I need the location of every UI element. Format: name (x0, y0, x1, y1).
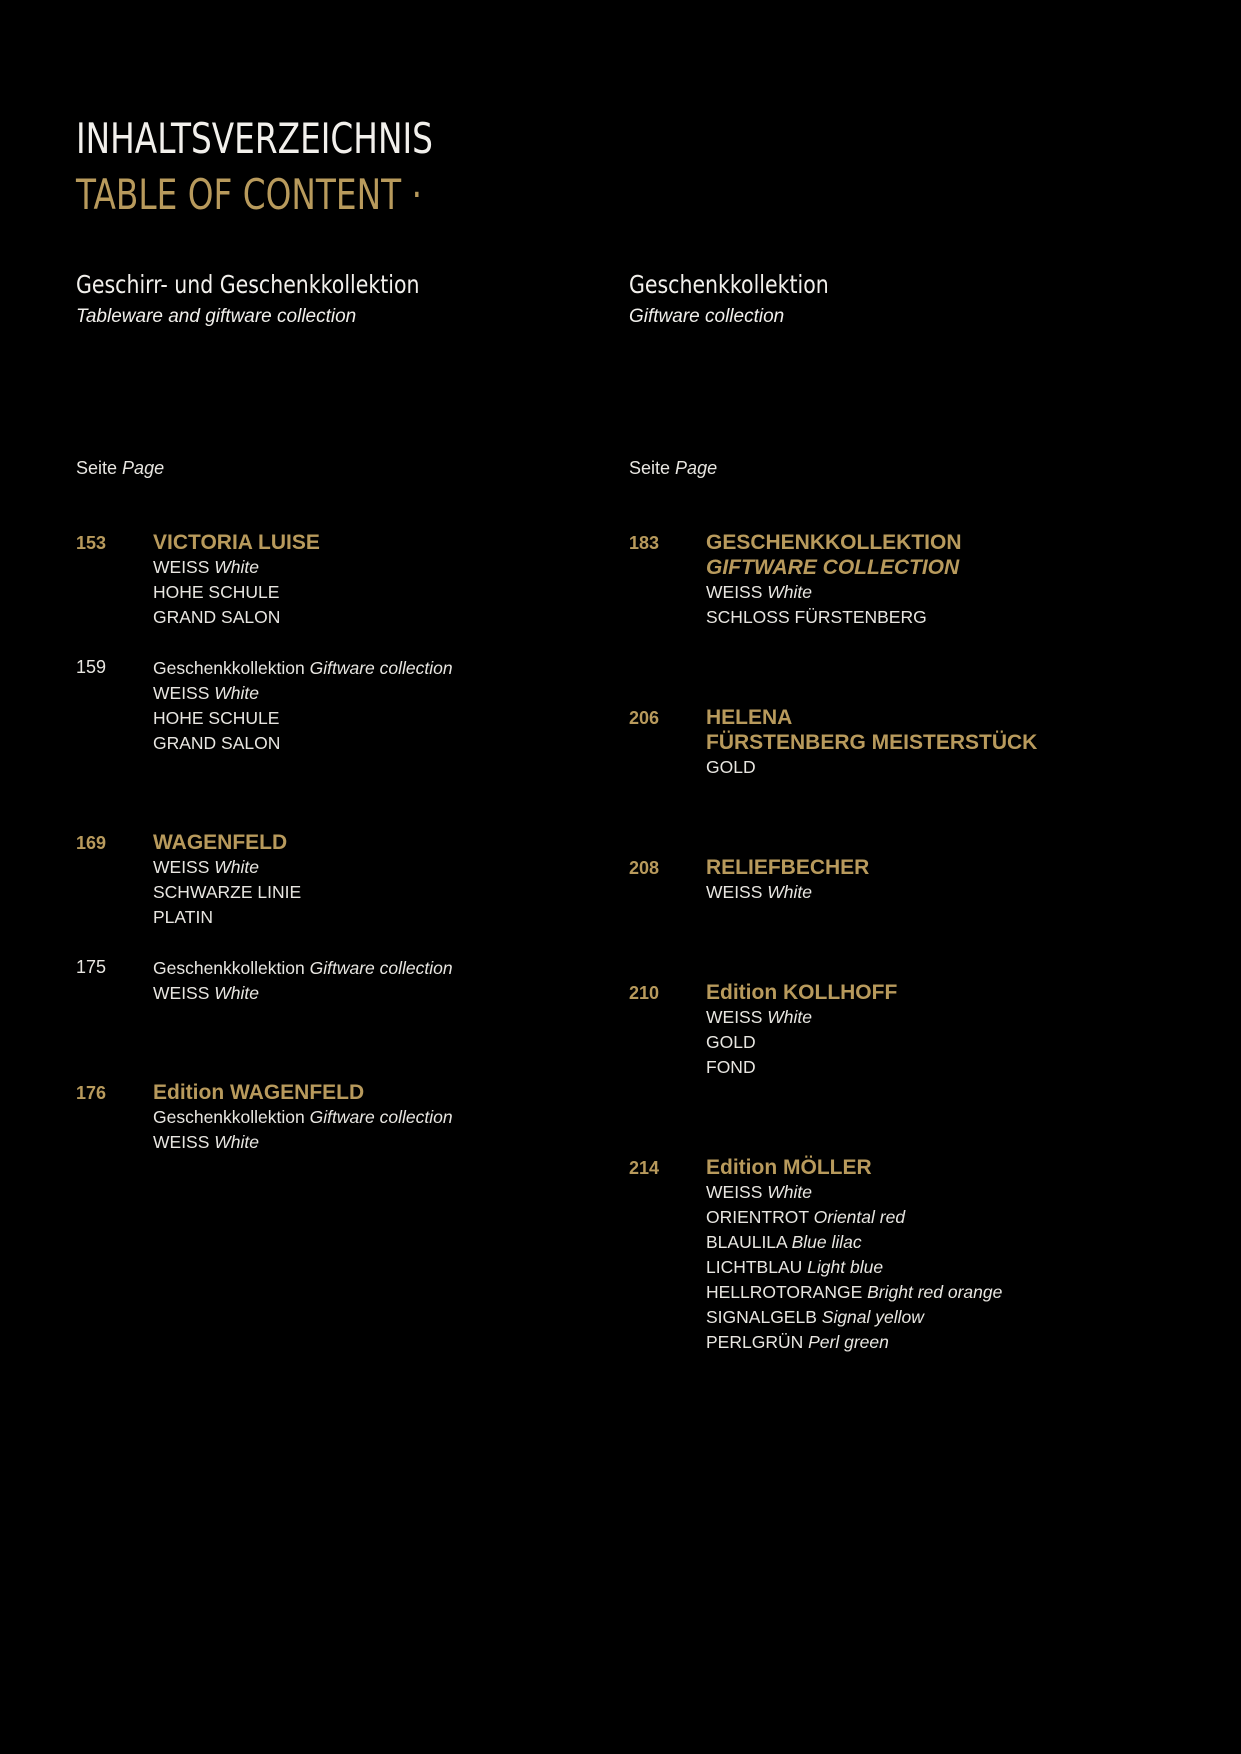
right-page-label: Seite Page (629, 458, 718, 478)
entry-line: SIGNALGELB Signal yellow (706, 1307, 924, 1327)
left-section-subtitle: Tableware and giftware collection (76, 306, 357, 327)
right-section-subtitle: Giftware collection (629, 306, 785, 327)
page-number: 176 (76, 1083, 107, 1103)
entry-line: GOLD (706, 757, 756, 777)
entry-heading: HELENA (706, 706, 793, 729)
entry-line: BLAULILA Blue lilac (706, 1232, 862, 1252)
entry-line: FOND (706, 1057, 756, 1077)
left-page-label: Seite Page (76, 458, 165, 478)
page-number: 175 (76, 957, 107, 977)
entry-line: SCHLOSS FÜRSTENBERG (706, 607, 927, 627)
title-en: TABLE OF CONTENT · (76, 170, 422, 219)
entry-heading: WAGENFELD (153, 831, 288, 854)
entry-heading: Edition MÖLLER (706, 1156, 872, 1179)
entry-line: SCHWARZE LINIE (153, 882, 302, 902)
entry-line: WEISS White (706, 882, 813, 902)
entry-line: GRAND SALON (153, 607, 281, 627)
right-section-title: Geschenkkollektion (629, 270, 829, 299)
left-section-title: Geschirr- und Geschenkkollektion (76, 270, 420, 299)
entry-line: GOLD (706, 1032, 756, 1052)
entry-heading: Edition KOLLHOFF (706, 981, 898, 1004)
entry-line: WEISS White (706, 1182, 813, 1202)
entry-line: Geschenkkollektion Giftware collection (153, 658, 453, 678)
entry-line: HOHE SCHULE (153, 582, 280, 602)
entry-heading: VICTORIA LUISE (153, 531, 320, 554)
entry-heading-en: GIFTWARE COLLECTION (706, 556, 960, 579)
page-number: 153 (76, 533, 107, 553)
entry-line: PERLGRÜN Perl green (706, 1332, 889, 1352)
entry-line: Geschenkkollektion Giftware collection (153, 1107, 453, 1127)
entry-line: WEISS White (153, 557, 260, 577)
page-number: 169 (76, 833, 107, 853)
page-number: 159 (76, 657, 107, 677)
entry-line: HELLROTORANGE Bright red orange (706, 1282, 1003, 1302)
entry-line: LICHTBLAU Light blue (706, 1257, 884, 1277)
entry-line: WEISS White (153, 683, 260, 703)
entry-heading-line2: FÜRSTENBERG MEISTERSTÜCK (706, 731, 1038, 754)
page-number: 183 (629, 533, 660, 553)
entry-line: WEISS White (706, 582, 813, 602)
entry-heading: RELIEFBECHER (706, 856, 870, 879)
entry-line: HOHE SCHULE (153, 708, 280, 728)
entry-line: GRAND SALON (153, 733, 281, 753)
entry-line: WEISS White (153, 1132, 260, 1152)
entry-line: PLATIN (153, 907, 213, 927)
entry-line: WEISS White (706, 1007, 813, 1027)
entry-heading: Edition WAGENFELD (153, 1081, 365, 1104)
title-de: INHALTSVERZEICHNIS (76, 114, 433, 163)
page-number: 210 (629, 983, 660, 1003)
entry-line: WEISS White (153, 983, 260, 1003)
entry-line: ORIENTROT Oriental red (706, 1207, 906, 1227)
entry-line: WEISS White (153, 857, 260, 877)
entry-heading: GESCHENKKOLLEKTION (706, 531, 962, 554)
page-number: 208 (629, 858, 660, 878)
page-number: 206 (629, 708, 660, 728)
entry-line: Geschenkkollektion Giftware collection (153, 958, 453, 978)
page-number: 214 (629, 1158, 660, 1178)
